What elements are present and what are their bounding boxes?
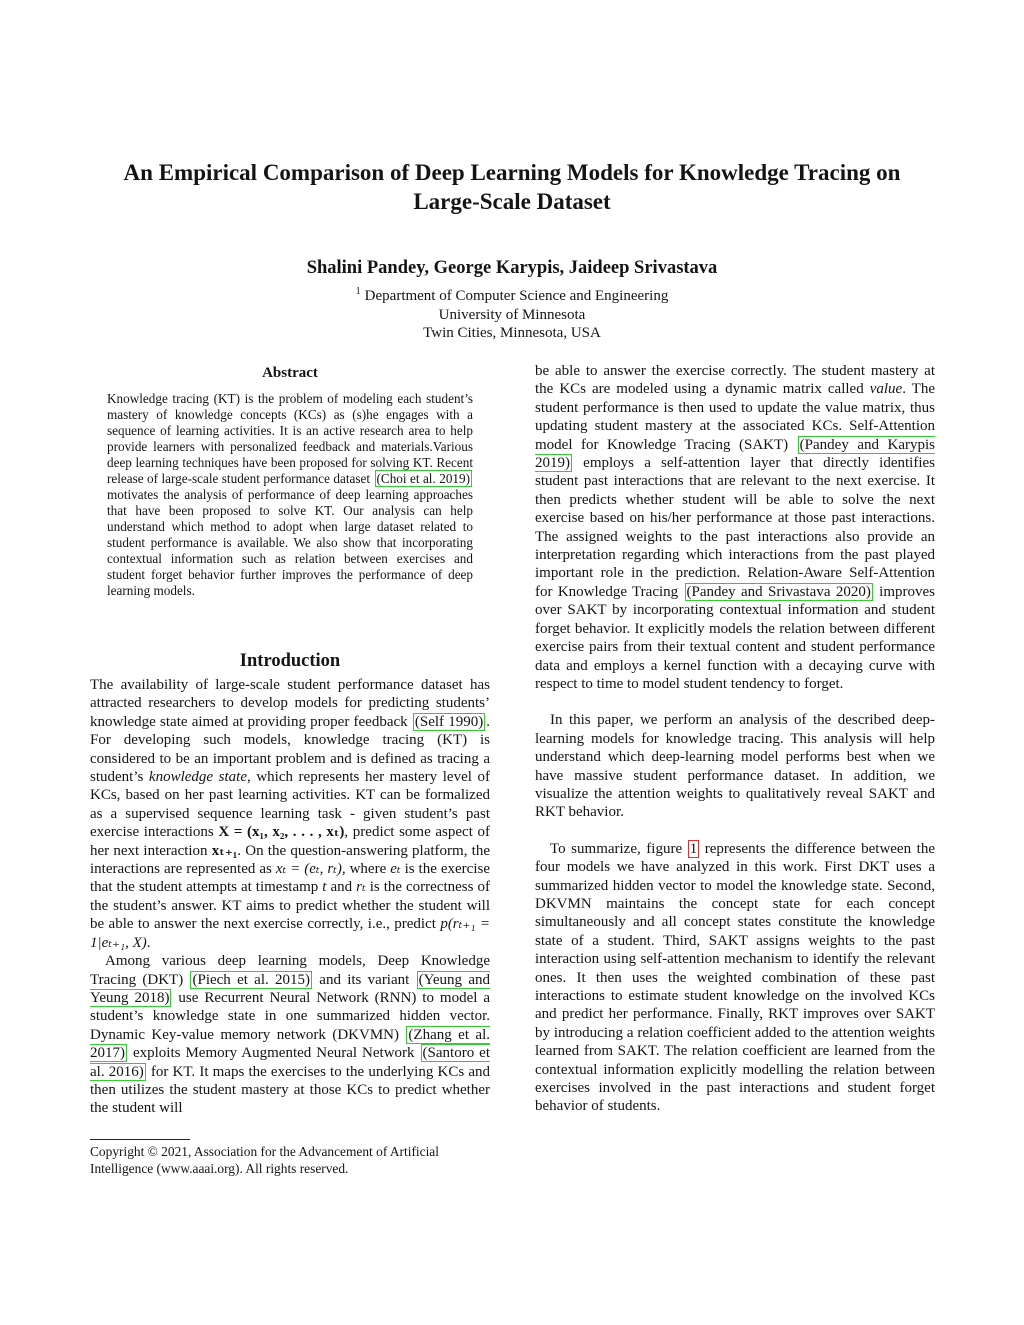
figure-reference-link[interactable]: 1 [689, 840, 698, 857]
math-expression: rₜ [356, 879, 366, 896]
author-list: Shalini Pandey, George Karypis, Jaideep Srivastava [306, 258, 718, 278]
text-run: . The student performance is then used to update the value matrix, thus updating student mastery at the associated KCs. Self-Attention model for Knowledge Tracing (SAKT) [535, 381, 935, 453]
citation-link[interactable]: (Self 1990) [414, 713, 484, 730]
text-run: improves over SAKT by incorporating contextual information and student forget behavior. It explicitly models the relation between different exercise pairs from their textual content and student performance data and employs a kernel function with a decaying curve with respect to time to model student tendency to forget. [535, 583, 936, 692]
citation-link[interactable]: (Piech et al. 2015) [192, 971, 311, 988]
affiliation-marker: 1 [355, 286, 361, 297]
abstract-body [107, 391, 473, 599]
math-expression: xₜ₊₁ [211, 842, 238, 859]
text-run: is the correctness of the student’s answer. KT aims to predict whether the student will be able to answer the next exercise correctly, i.e., predict [90, 879, 490, 933]
abstract-text: Knowledge tracing (KT) is the problem of modeling each student’s mastery of knowledge concepts (KCs) as (s)he engages with a sequence of learning activities. It is an active research area to help provide learners with personalized feedback and materials.Various deep learning techniques have been proposed for solving KT. Recent release of large-scale student performance dataset [107, 391, 473, 486]
citation-link[interactable]: (Pandey and Karypis 2019) [535, 436, 935, 472]
footnote-divider [90, 1139, 190, 1140]
affiliation-university: University of Minnesota [438, 306, 586, 323]
math-expression: xₜ = (eₜ, rₜ) [275, 861, 342, 878]
paragraph: In this paper, we perform an analysis of the described deep-learning models for knowledge tracing. This analysis will help understand which deep-learning model performs best when we have massive student performance dataset. In addition, we visualize the attention weights to qualitatively reveal SAKT and RKT behavior. [535, 712, 935, 821]
citation-link[interactable]: (Zhang et al. 2017) [90, 1026, 491, 1062]
citation-link[interactable]: (Pandey and Srivastava 2020) [686, 583, 871, 600]
text-run: . For developing such models, knowledge tracing (KT) is considered to be an important problem and is defined as tracing a student’s [90, 713, 490, 786]
affiliation [60, 283, 964, 343]
paragraph [535, 840, 935, 1116]
text-run: and [326, 879, 357, 896]
paragraph [90, 676, 490, 952]
title-line-1: An Empirical Comparison of Deep Learning Models for Knowledge Tracing on [123, 160, 901, 185]
affiliation-dept: Department of Computer Science and Engineering [364, 288, 669, 304]
text-run: , predict some aspect of her next interaction [90, 824, 491, 859]
copyright-footnote: Copyright © 2021, Association for the Advancement of Artificial Intelligence (www.aaai.org). All rights reserved. [90, 1144, 439, 1176]
paragraph [90, 952, 490, 1118]
text-run: and its variant [313, 971, 416, 988]
abstract-text: motivates the analysis of performance of deep learning approaches that have been proposed to solve KT. Our analysis can help understand which method to adopt when large dataset related to student performance is available. We also show that incorporating contextual information such as relation between exercises and student forget behavior further improves the performance of deep learning models. [107, 487, 473, 598]
paper-title [60, 158, 964, 216]
text-run: for KT. It maps the exercises to the underlying KCs and then utilizes the student mastery at those KCs to predict whether the student will [90, 1063, 490, 1117]
text-run: exploits Memory Augmented Neural Network [128, 1045, 420, 1062]
text-run: represents the difference between the four models we have analyzed in this work. First DKT uses a summarized hidden vector to model the knowledge state. Second, DKVMN maintains the concept state for each concept simultaneously and all concept states constitute the knowledge state of a student. Third, SAKT assigns weights to the past interaction using self-attention mechanism to identify the relevant ones. It then uses the weighted combination of these past interactions to estimate student knowledge on the involved KCs and predict her performance. Finally, RKT improves over SAKT by introducing a relation coefficient added to the attention weights learned from SAKT. The relation coefficient are learned from the contextual information explicitly modelling the relation between exercises involved in the past interactions and student forget behavior of students. [535, 840, 935, 1115]
text-run: The availability of large-scale student performance dataset has attracted researchers to develop models for predicting students’ knowledge state aimed at providing proper feedback [90, 677, 490, 730]
text-run: . On the question-answering platform, the interactions are represented as [90, 842, 491, 878]
math-expression: X = (x₁, x₂, . . . , xₜ) [218, 824, 345, 841]
paragraph [535, 362, 935, 693]
right-column [535, 362, 935, 1116]
text-run: To summarize, figure [550, 840, 688, 857]
text-run: is the exercise that the student attempts at timestamp [90, 861, 490, 896]
citation-link[interactable]: (Yeung and Yeung 2018) [90, 971, 490, 1006]
citation-link[interactable]: (Santoro et al. 2016) [90, 1045, 491, 1080]
math-expression: p(rₜ₊₁ = 1|eₜ₊₁, X) [90, 916, 490, 951]
text-run: use Recurrent Neural Network (RNN) to model a student’s knowledge state in one summarized hidden vector. Dynamic Key-value memory network (DKVMN) [90, 989, 491, 1043]
text-run: be able to answer the exercise correctly. The student mastery at the KCs are modeled using a dynamic matrix called [535, 363, 935, 398]
text-run: , where [341, 861, 391, 878]
abstract-heading: Abstract [262, 365, 318, 381]
text-run: Among various deep learning models, Deep Knowledge Tracing (DKT) [90, 953, 490, 988]
section-heading-introduction: Introduction [239, 651, 341, 671]
emphasis: knowledge state [148, 769, 247, 786]
math-expression: eₜ [390, 861, 401, 878]
text-run: . [146, 934, 151, 951]
affiliation-location: Twin Cities, Minnesota, USA [423, 325, 601, 341]
text-run: , which represents her mastery level of KCs, based on her past learning activities. KT can be formalized as a supervised sequence learning task - given student’s past exercise interactions [90, 769, 490, 841]
introduction-body [90, 676, 490, 1118]
emphasis: value [869, 381, 903, 398]
title-line-2: Large-Scale Dataset [413, 189, 611, 214]
text-run: employs a self-attention layer that directly identifies student past interactions that are relevant to the next exercise. It then predicts whether student will be able to solve the next exercise based on his/her performance at those past interactions. The assigned weights to the past interactions also provide an interpretation regarding which interactions from the past played important role in the prediction. Relation-Aware Self-Attention for Knowledge Tracing [535, 455, 935, 600]
citation-link[interactable]: (Choi et al. 2019) [376, 471, 470, 486]
math-expression: t [322, 879, 327, 896]
